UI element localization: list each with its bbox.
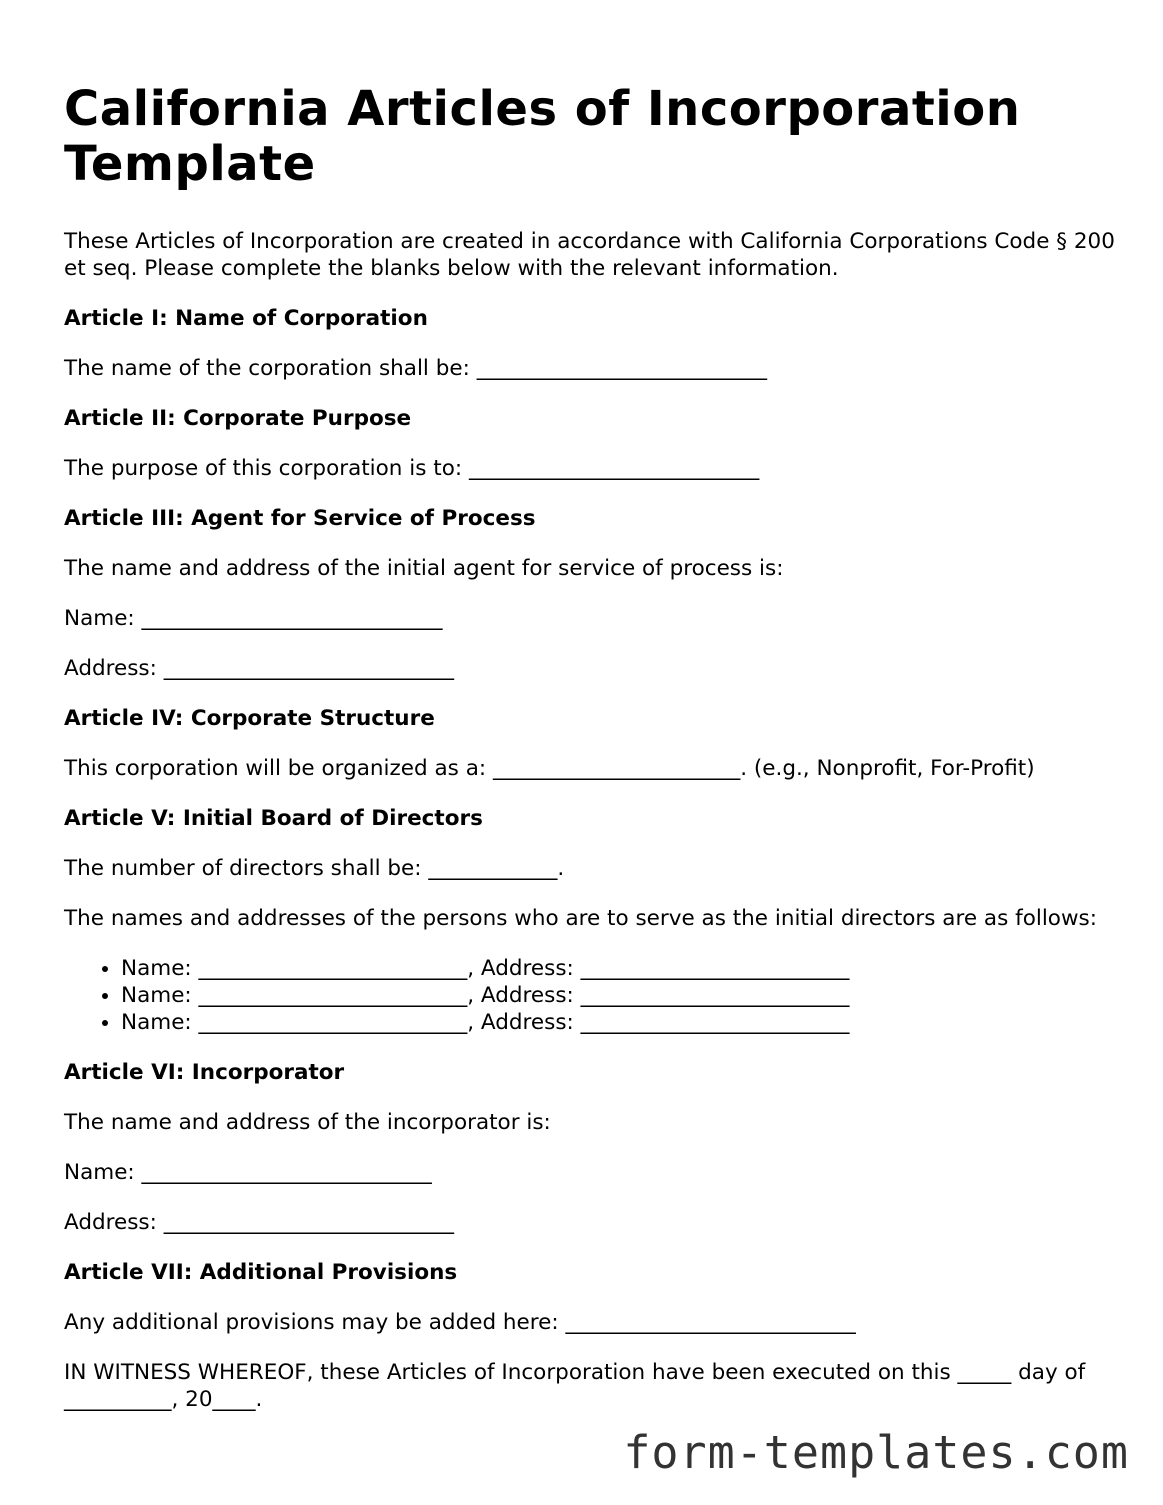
corporate-structure-field: This corporation will be organized as a: _______________________. (e.g., Nonprofit, For-Profit) [64,756,1035,781]
page-title: California Articles of Incorporation Template [64,81,1021,192]
directors-intro-text: The names and addresses of the persons who are to serve as the initial directors are as follows: [64,906,1097,931]
director-count-field: The number of directors shall be: ____________. [64,856,565,881]
witness-clause: IN WITNESS WHEREOF, these Articles of Incorporation have been executed on this _____ day of __________, 20____. [64,1360,1086,1412]
article-5-heading: Article V: Initial Board of Directors [64,806,483,831]
director-entry: • Name: _________________________, Address: _________________________ [121,955,1124,982]
incorporator-address-field: Address: ___________________________ [64,1210,454,1235]
document-page [64,82,1124,1436]
incorporator-intro-text: The name and address of the incorporator is: [64,1110,551,1135]
article-6-heading: Article VI: Incorporator [64,1060,345,1085]
article-1-heading: Article I: Name of Corporation [64,306,428,331]
agent-name-field: Name: ____________________________ [64,606,443,631]
additional-provisions-field: Any additional provisions may be added here: ___________________________ [64,1310,856,1335]
intro-paragraph: These Articles of Incorporation are created in accordance with California Corporations Code § 200 et seq. Please complete the blanks below with the relevant information. [64,229,1115,281]
corporation-name-field: The name of the corporation shall be: ___________________________ [64,356,767,381]
watermark: form-templates.com [623,1426,1129,1479]
agent-intro-text: The name and address of the initial agent for service of process is: [64,556,784,581]
article-7-heading: Article VII: Additional Provisions [64,1260,458,1285]
corporate-purpose-field: The purpose of this corporation is to: ___________________________ [64,456,760,481]
director-entry: • Name: _________________________, Address: _________________________ [121,982,1124,1009]
incorporator-name-field: Name: ___________________________ [64,1160,432,1185]
agent-address-field: Address: ___________________________ [64,656,454,681]
article-2-heading: Article II: Corporate Purpose [64,406,412,431]
article-4-heading: Article IV: Corporate Structure [64,706,435,731]
directors-list [64,955,1124,1036]
article-3-heading: Article III: Agent for Service of Process [64,506,536,531]
director-entry: • Name: _________________________, Address: _________________________ [121,1009,1124,1036]
